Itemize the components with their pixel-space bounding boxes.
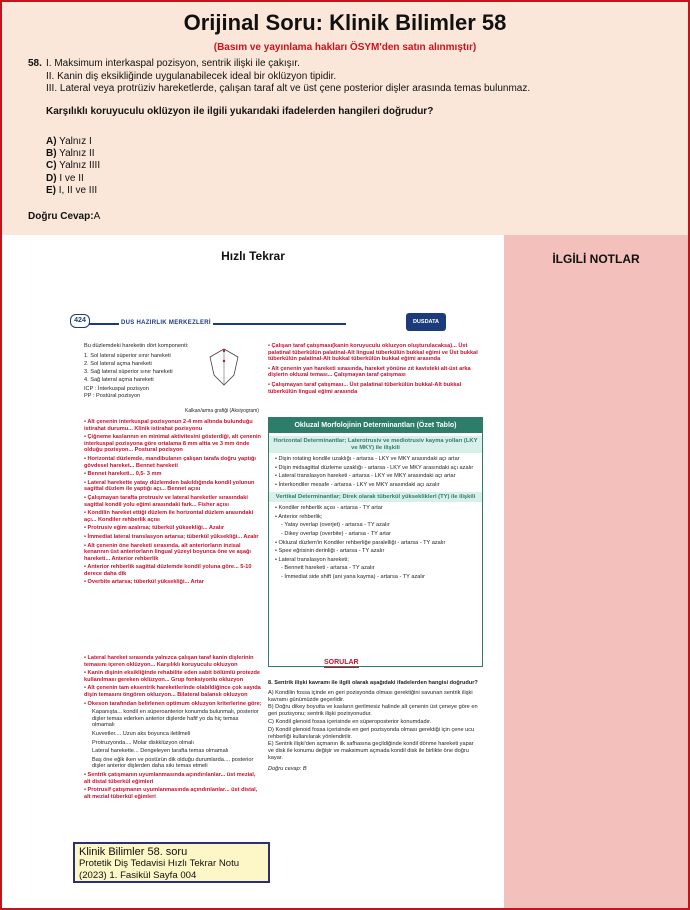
horizontal-section-title: Horizontal Determinantlar; Laterotrusiv ve mediotrusiv kayma yolları (LKY ve MKY) ile ilişkili	[269, 436, 482, 453]
list-item: • Dişin midsagittal düzleme uzaklığı - artarsa - LKY ve MKY arasındaki açı azalır	[275, 465, 476, 472]
list-item: - Yatay overlap (overjet) - artarsa - TY azalır	[281, 522, 390, 529]
list-item: 1. Sol lateral süperior sınır hareketi	[84, 352, 171, 359]
note-item: • İmmediat lateral translasyon artarsa; tüberkül yüksekliği... Azalır	[84, 534, 262, 541]
shield-graph-icon	[204, 347, 244, 387]
note-item: • Anterior rehberlik sagittal düzlemde kondil yoluna göre... 5-10 derece daha dik	[84, 564, 262, 577]
book-header: DUS HAZIRLIK MERKEZLERİ	[121, 320, 211, 326]
list-item: - Bennett hareketi - artarsa - TY azalır	[281, 565, 375, 572]
note-item: • Protrusiv eğim azalırsa; tüberkül yüksekliği... Azalır	[84, 525, 262, 532]
list-item: • Anterior rehberlik;	[275, 514, 476, 521]
correct-answer: Doğru Cevap:A	[28, 211, 101, 222]
note-item: • Alt çenenin yan hareketi sırasında, hareket yönüne zıt kavisteki alt-üst arka dişlerin okluzal teması... Çalışmayan taraf çatışması	[268, 366, 481, 379]
graph-caption: Kalkan/arma grafiği (Aksiyogram)	[185, 408, 259, 414]
sample-answer: Doğru cevap: B	[268, 765, 307, 772]
dusdata-logo: DUSDATA	[406, 313, 446, 331]
determinants-table	[268, 417, 483, 667]
sample-option: B) Doğru dikey boyutta ve kasların gerilmesiz halinde alt çenenin üst çeneye göre en geri pozisyonu; sentrik ilişki pozisyonudur.	[268, 704, 478, 718]
statement-1: I. Maksimum interkaspal pozisyon, sentrik ilişki ile çakışır.	[46, 58, 300, 69]
note-item: • Okeson tarafından belirlenen optimum okluzyon kriterlerine göre;	[84, 701, 262, 708]
statement-2: II. Kanin diş eksikliğinde uygulanabilecek ideal bir oklüzyon tipidir.	[46, 70, 337, 82]
list-item: 3. Sağ lateral süperior sınır hareketi	[84, 368, 173, 375]
sub-items	[84, 709, 262, 770]
components-list	[84, 353, 204, 384]
note-item: • Lateral hareket sırasında yalnızca çalışan taraf kanin dişlerinin temasını içeren oklüzyon... Karşılıklı koruyuculu okluzyon	[84, 655, 262, 668]
note-item: • Overbite artarsa; tüberkül yüksekliği... Artar	[84, 579, 262, 586]
note-item: • Çalışmayan taraf çatışması... Üst palatinal tüberkülün bukkal-Alt bukkal tüberkülün lingual eğimi arasında	[268, 382, 481, 395]
note-item: • Kanin dişinin eksikliğinde rehabilite eden sabit bölümlü protezde kullanılması gereken oklüzyon... Grup fonksiyonlu okluzyon	[84, 670, 262, 683]
reference-line-2: Protetik Diş Tedavisi Hızlı Tekrar Notu	[79, 858, 240, 869]
sub-item: Kuvvetler.... Uzun aks boyunca iletilmeli	[92, 730, 191, 737]
option-b: B) Yalnız II	[46, 148, 95, 160]
book-page-scan	[64, 287, 488, 892]
quick-review-title: Hızlı Tekrar	[221, 249, 285, 263]
note-item: • Bennet hareketi... 0,5- 3 mm	[84, 471, 262, 478]
sub-item: Protruzyonda.... Molar diskklüzyon olmalı	[92, 739, 194, 746]
horizontal-items	[269, 456, 482, 488]
icp-definition: ICP : İnterkuspal pozisyon	[84, 386, 149, 393]
table-title: Okluzal Morfolojinin Determinantları (Özet Tablo)	[269, 418, 482, 433]
questions-heading: SORULAR	[324, 659, 359, 666]
note-item: • Kondilin hareket ettiği düzlem ile horizontal düzlem arasındaki açı... Kondiler rehberlik açısı	[84, 510, 262, 523]
note-item: • Çiğneme kaslarının en minimal aktivitesini gösterdiği, alt çenenin interkuspal pozisyona göre ortalama 8 mm altta ve 3 mm önde olduğu pozisyon... Postural pozisyon	[84, 434, 262, 454]
list-item: 2. Sol lateral açma hareketi	[84, 360, 152, 367]
option-a: A) Yalnız I	[46, 136, 92, 147]
right-notes	[268, 343, 481, 398]
note-item: • Horizontal düzlemde, mandibulanın çalışan tarafa doğru yaptığı gövdesel hareket... Bennet hareketi	[84, 456, 262, 469]
question-number: 58.	[28, 58, 42, 69]
list-item: - İmmediat side shift (ani yana kayma) - artarsa - TY azalır	[281, 573, 426, 580]
vertical-section-title: Vertikal Determinantlar; Direk olarak tüberkül yüksekliklerl (TY) ile ilişkili	[269, 492, 482, 503]
sample-question-stem: 8. Sentrik ilişki kavramı ile ilgili olarak aşağıdaki ifadelerden hangisi doğrudur?	[268, 680, 478, 686]
options-list	[46, 136, 100, 197]
reference-line-3: (2023) 1. Fasikül Sayfa 004	[79, 870, 197, 881]
option-d: D) I ve II	[46, 172, 84, 184]
sample-option: E) Sentrik ilişki'den açmanın ilk safhasına geçildiğinde kondil dönme hareketi yapar ve disk ile konumu değişir ve maksimum açmada kondil disk ile birlikte öne doğru kayar.	[268, 741, 474, 761]
vertical-items	[269, 505, 482, 580]
left-notes	[84, 419, 262, 588]
question-prompt: Karşılıklı koruyuculu oklüzyon ile ilgili yukarıdaki ifadelerden hangileri doğrudur?	[46, 105, 434, 117]
reference-note	[73, 842, 270, 883]
quick-review-panel	[2, 235, 504, 908]
note-item: • Alt çenenin tam eksentrik hareketlerinde olabildiğince çok sayıda dişin temasını öngören okluzyon... Bilateral balanslı okluzyon	[84, 685, 262, 698]
list-item: • Lateral translasyon hareketi;	[275, 557, 476, 564]
note-item: • Alt çenenin öne hareketi sırasında, alt anteriorların inzisal kenarının üst anteriorların lingual yüzeyi boyunca öne ve aşağı hareketi... Anterior rehberlik	[84, 543, 262, 563]
components-intro: Bu düzlemdeki hareketin dört komponenti:	[84, 343, 189, 349]
copyright-notice: (Basım ve yayınlama hakları ÖSYM'den satın alınmıştır)	[213, 42, 477, 53]
list-item: • Lateral translasyon hareketi - artarsa - LKY ve MKY arasındaki açı artar	[275, 473, 476, 480]
option-c: C) Yalnız IIII	[46, 160, 101, 172]
option-e: E) I, II ve III	[46, 184, 98, 196]
sample-option: A) Kondilin fossa içinde en geri pozisyonda olması gerektiğini savunan sentrik ilişki kavramı günümüzde geçerlidir.	[268, 689, 473, 703]
pp-definition: PP : Postüral pozisyon	[84, 393, 141, 400]
note-item: • Çalışmayan tarafta protrusiv ve lateral hareketler sırasındaki sagittal kondil yolu eğimi arasındaki fark... Fisher açısı	[84, 495, 262, 508]
list-item: • Okluzal düzlem'in Kondiler rehberliğe paralelliği - artarsa - TY azalır	[275, 540, 476, 547]
related-notes-panel	[504, 235, 688, 908]
note-item: • Alt çenenin interkuspal pozisyonun 2-4 mm altında bulunduğu istirahat durumu... Klinik istirahat pozisyonu	[84, 419, 262, 432]
list-item: 4. Sağ lateral açma hareketi	[84, 376, 154, 383]
list-item: - Dikey overlap (overbite) - artarsa - TY artar	[281, 530, 391, 537]
sub-item: Baş öne eğik iken ve postürün dik olduğu durumlarda.... posterior dişler anterior dişlerden daha sıkı temas etmeli	[92, 756, 254, 770]
reference-line-1: Klinik Bilimler 58. soru	[79, 846, 188, 858]
sample-option: D) Kondil glenoid fossa içerisinde en geri pozisyonda olması gerektiği için çene ucu rehberliği kullanılarak yönlendirilir.	[268, 726, 475, 740]
note-item: • Lateral harekette yatay düzlemden bakıldığında kondil yolunun sagittal düzlem ile yaptığı açı... Bennet açısı	[84, 480, 262, 493]
list-item: • Kondiler rehberlik açısı - artarsa - TY artar	[275, 505, 476, 512]
note-item: • Çalışan taraf çatışması(kanin koruyuculu okluzyon oluşturulacaksa)... Üst palatinal tüberkülün palatinal-Alt lingual tüberkülün bukkal eğimi ve Üst bukkal tüberkülün palatinal-Alt bukkal tüberkülün bukkal eğimi arasında	[268, 343, 481, 363]
sub-item: Lateral harekette... Dengeleyen tarafta temas olmamalı	[92, 748, 229, 755]
list-item: • Spee eğrisinin derinliği - artarsa - TY azalır	[275, 548, 476, 555]
related-notes-title: İLGİLİ NOTLAR	[552, 252, 640, 266]
page-title: Orijinal Soru: Klinik Bilimler 58	[183, 10, 507, 35]
movement-components	[84, 343, 204, 400]
statement-3: III. Lateral veya protrüziv hareketlerde, çalışan taraf alt ve üst çene posterior dişler arasında temas bulunmaz.	[46, 83, 531, 94]
sample-question	[268, 680, 481, 773]
page-number-badge: 424	[70, 314, 90, 328]
sample-option: C) Kondil glenoid fossa içerisinde en süperoposterior konumdadır.	[268, 718, 432, 725]
note-item: • Protrusif çatışmanın uyumlanmasında açındırılanlar... üst distal, alt mezial tüberkül eğimleri	[84, 787, 262, 800]
sub-item: Kapanışta... kondil en süperoanterior konumda bulunmalı, posterior dişler temas ederken anterior dişlerde hafif yo da hiç temas olmamalı	[92, 709, 259, 729]
left-notes-2	[84, 655, 262, 802]
note-item: • Sentrik çatışmanın uyumlanmasında açındırılanlar... üst mezial, alt distal tüberkül eğimleri	[84, 772, 262, 785]
list-item: • İnterkondiler mesafe - artarsa - LKY ve MKY arasındaki açı azalır	[275, 482, 476, 489]
list-item: • Dişin rotating kondile uzaklığı - artarsa - LKY ve MKY arasındaki açı artar	[275, 456, 476, 463]
